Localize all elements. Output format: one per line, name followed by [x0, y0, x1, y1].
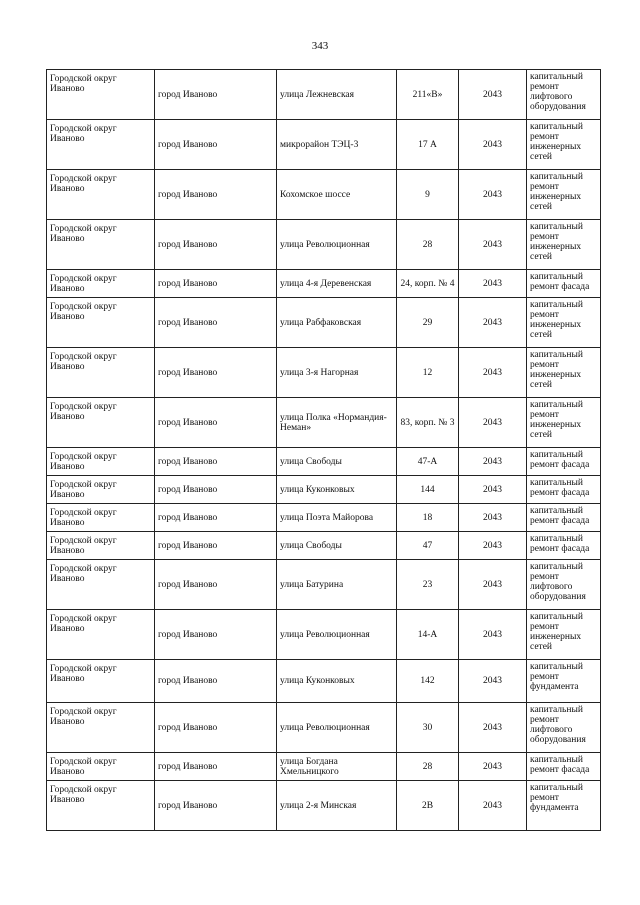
street-cell: улица 2-я Минская: [277, 781, 397, 831]
street-cell: улица Поэта Майорова: [277, 504, 397, 532]
year-cell: 2043: [459, 753, 527, 781]
street-cell: улица Революционная: [277, 220, 397, 270]
table-row: [47, 476, 601, 504]
table-row: [47, 753, 601, 781]
work-type-cell: капитальный ремонт инженерных сетей: [527, 220, 601, 270]
year-cell: 2043: [459, 560, 527, 610]
work-type-cell: капитальный ремонт лифтового оборудования: [527, 70, 601, 120]
district-cell: Городской округ Иваново: [47, 753, 155, 781]
street-cell: улица Батурина: [277, 560, 397, 610]
work-type-cell: капитальный ремонт фундамента: [527, 781, 601, 831]
page-number: 343: [311, 40, 329, 52]
work-type-cell: капитальный ремонт фасада: [527, 532, 601, 560]
city-cell: город Иваново: [155, 476, 277, 504]
street-cell: улица Свободы: [277, 448, 397, 476]
house-number-cell: 24, корп. № 4: [397, 270, 459, 298]
year-cell: 2043: [459, 298, 527, 348]
district-cell: Городской округ Иваново: [47, 170, 155, 220]
year-cell: 2043: [459, 348, 527, 398]
year-cell: 2043: [459, 532, 527, 560]
city-cell: город Иваново: [155, 703, 277, 753]
table-row: [47, 610, 601, 660]
house-number-cell: 142: [397, 660, 459, 703]
table-row: [47, 703, 601, 753]
work-type-cell: капитальный ремонт инженерных сетей: [527, 610, 601, 660]
house-number-cell: 23: [397, 560, 459, 610]
table-row: [47, 70, 601, 120]
house-number-cell: 12: [397, 348, 459, 398]
street-cell: улица Богдана Хмельницкого: [277, 753, 397, 781]
year-cell: 2043: [459, 476, 527, 504]
district-cell: Городской округ Иваново: [47, 610, 155, 660]
house-number-cell: 30: [397, 703, 459, 753]
house-number-cell: 28: [397, 220, 459, 270]
street-cell: улица Лежневская: [277, 70, 397, 120]
city-cell: город Иваново: [155, 398, 277, 448]
city-cell: город Иваново: [155, 781, 277, 831]
street-cell: улица 4-я Деревенская: [277, 270, 397, 298]
year-cell: 2043: [459, 270, 527, 298]
work-type-cell: капитальный ремонт инженерных сетей: [527, 348, 601, 398]
year-cell: 2043: [459, 448, 527, 476]
table-row: [47, 398, 601, 448]
house-number-cell: 29: [397, 298, 459, 348]
work-type-cell: капитальный ремонт инженерных сетей: [527, 298, 601, 348]
year-cell: 2043: [459, 70, 527, 120]
table-row: [47, 448, 601, 476]
house-number-cell: 14-А: [397, 610, 459, 660]
house-number-cell: 28: [397, 753, 459, 781]
district-cell: Городской округ Иваново: [47, 560, 155, 610]
street-cell: улица Куконковых: [277, 476, 397, 504]
work-type-cell: капитальный ремонт инженерных сетей: [527, 398, 601, 448]
city-cell: город Иваново: [155, 560, 277, 610]
district-cell: Городской округ Иваново: [47, 448, 155, 476]
house-number-cell: 47-А: [397, 448, 459, 476]
district-cell: Городской округ Иваново: [47, 270, 155, 298]
year-cell: 2043: [459, 120, 527, 170]
work-type-cell: капитальный ремонт фасада: [527, 753, 601, 781]
city-cell: город Иваново: [155, 348, 277, 398]
work-type-cell: капитальный ремонт фасада: [527, 270, 601, 298]
district-cell: Городской округ Иваново: [47, 70, 155, 120]
year-cell: 2043: [459, 781, 527, 831]
city-cell: город Иваново: [155, 120, 277, 170]
district-cell: Городской округ Иваново: [47, 298, 155, 348]
repair-schedule-table: [46, 69, 601, 831]
house-number-cell: 83, корп. № 3: [397, 398, 459, 448]
house-number-cell: 144: [397, 476, 459, 504]
house-number-cell: 18: [397, 504, 459, 532]
table-row: [47, 220, 601, 270]
house-number-cell: 9: [397, 170, 459, 220]
district-cell: Городской округ Иваново: [47, 660, 155, 703]
city-cell: город Иваново: [155, 753, 277, 781]
district-cell: Городской округ Иваново: [47, 348, 155, 398]
work-type-cell: капитальный ремонт фундамента: [527, 660, 601, 703]
city-cell: город Иваново: [155, 270, 277, 298]
street-cell: улица 3-я Нагорная: [277, 348, 397, 398]
work-type-cell: капитальный ремонт фасада: [527, 448, 601, 476]
year-cell: 2043: [459, 398, 527, 448]
work-type-cell: капитальный ремонт лифтового оборудования: [527, 703, 601, 753]
district-cell: Городской округ Иваново: [47, 476, 155, 504]
city-cell: город Иваново: [155, 610, 277, 660]
year-cell: 2043: [459, 660, 527, 703]
table-row: [47, 781, 601, 831]
year-cell: 2043: [459, 504, 527, 532]
work-type-cell: капитальный ремонт инженерных сетей: [527, 170, 601, 220]
city-cell: город Иваново: [155, 448, 277, 476]
district-cell: Городской округ Иваново: [47, 398, 155, 448]
house-number-cell: 2В: [397, 781, 459, 831]
street-cell: улица Свободы: [277, 532, 397, 560]
district-cell: Городской округ Иваново: [47, 120, 155, 170]
city-cell: город Иваново: [155, 532, 277, 560]
table-row: [47, 120, 601, 170]
city-cell: город Иваново: [155, 660, 277, 703]
table-row: [47, 298, 601, 348]
district-cell: Городской округ Иваново: [47, 532, 155, 560]
city-cell: город Иваново: [155, 170, 277, 220]
city-cell: город Иваново: [155, 220, 277, 270]
year-cell: 2043: [459, 220, 527, 270]
street-cell: микрорайон ТЭЦ-3: [277, 120, 397, 170]
street-cell: улица Революционная: [277, 703, 397, 753]
house-number-cell: 211«В»: [397, 70, 459, 120]
house-number-cell: 47: [397, 532, 459, 560]
year-cell: 2043: [459, 610, 527, 660]
table-row: [47, 170, 601, 220]
city-cell: город Иваново: [155, 504, 277, 532]
table-row: [47, 660, 601, 703]
district-cell: Городской округ Иваново: [47, 781, 155, 831]
street-cell: Кохомское шоссе: [277, 170, 397, 220]
table-row: [47, 270, 601, 298]
work-type-cell: капитальный ремонт фасада: [527, 504, 601, 532]
city-cell: город Иваново: [155, 70, 277, 120]
city-cell: город Иваново: [155, 298, 277, 348]
district-cell: Городской округ Иваново: [47, 220, 155, 270]
house-number-cell: 17 А: [397, 120, 459, 170]
work-type-cell: капитальный ремонт лифтового оборудования: [527, 560, 601, 610]
district-cell: Городской округ Иваново: [47, 504, 155, 532]
street-cell: улица Революционная: [277, 610, 397, 660]
table-row: [47, 348, 601, 398]
table-row: [47, 560, 601, 610]
table-row: [47, 504, 601, 532]
district-cell: Городской округ Иваново: [47, 703, 155, 753]
street-cell: улица Куконковых: [277, 660, 397, 703]
street-cell: улица Рабфаковская: [277, 298, 397, 348]
year-cell: 2043: [459, 703, 527, 753]
work-type-cell: капитальный ремонт инженерных сетей: [527, 120, 601, 170]
work-type-cell: капитальный ремонт фасада: [527, 476, 601, 504]
street-cell: улица Полка «Нормандия-Неман»: [277, 398, 397, 448]
year-cell: 2043: [459, 170, 527, 220]
table-row: [47, 532, 601, 560]
